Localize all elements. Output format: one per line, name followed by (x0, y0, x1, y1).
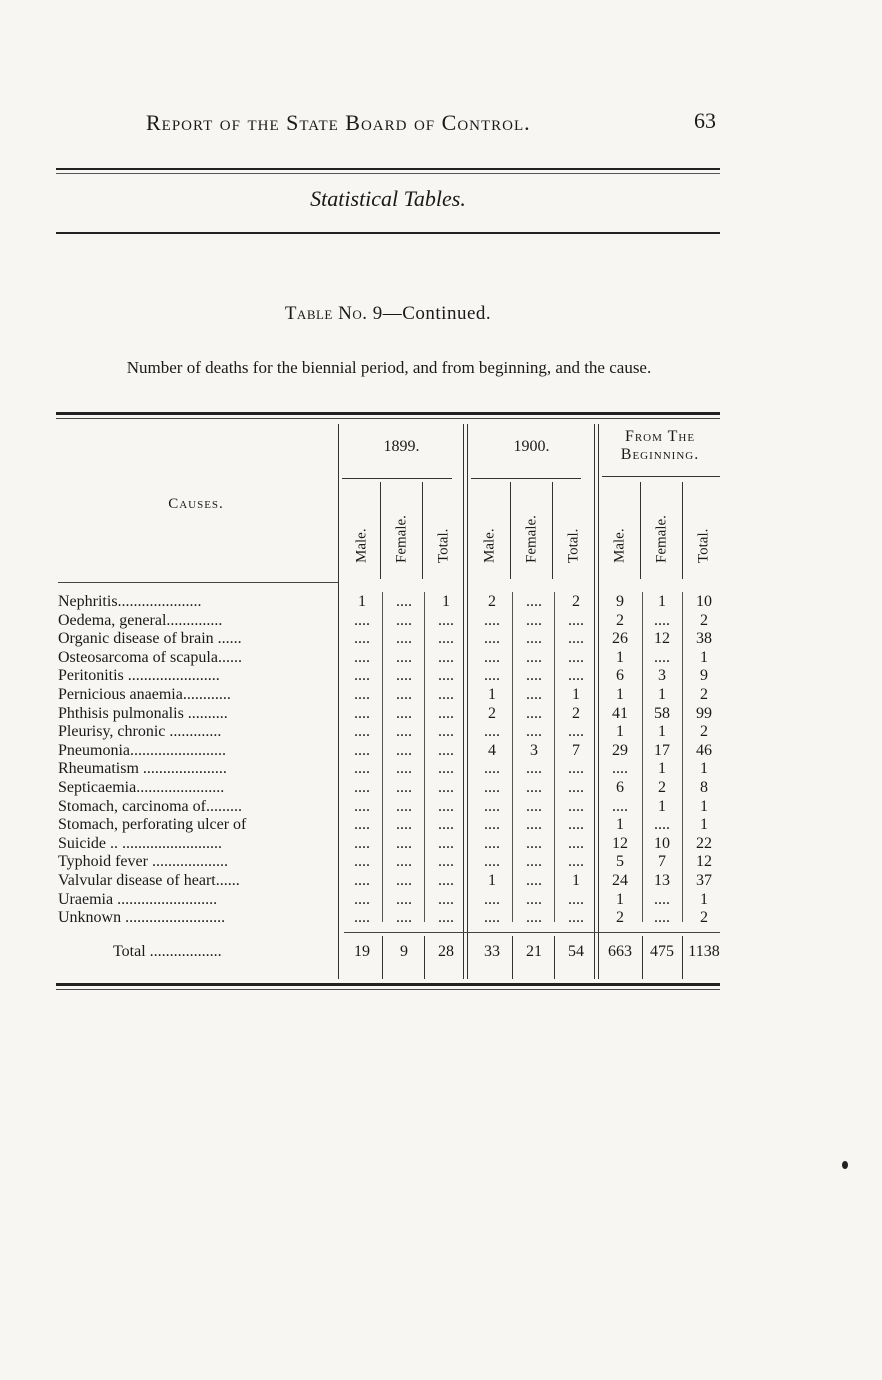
col-sep (510, 482, 511, 579)
group-rule (471, 478, 581, 479)
header-bottom-rule (58, 582, 338, 583)
col-1899-total: Total. (435, 528, 452, 563)
table-cell: .... (354, 741, 370, 759)
col-beginning-female: Female. (653, 515, 670, 563)
table-row (58, 872, 724, 890)
table-cell: 1 (442, 593, 450, 610)
table-cell: .... (438, 611, 454, 629)
table-row (58, 705, 724, 723)
table-cell: 2 (700, 686, 708, 703)
table-cell: .... (568, 648, 584, 666)
table-cell: .... (354, 760, 370, 778)
table-cell: 46 (696, 741, 712, 759)
table-cell: .... (568, 779, 584, 796)
table-cell: .... (354, 816, 370, 834)
table-cell: 37 (696, 872, 712, 889)
table-cell: 1 (572, 872, 580, 889)
table-cell: .... (526, 704, 542, 722)
table-caption: Number of deaths for the biennial period, and from beginning, and the cause. (126, 358, 652, 377)
table-cell: 22 (696, 834, 712, 852)
group-rule (602, 476, 720, 477)
table-cell: .... (438, 816, 454, 834)
table-top-rule (56, 412, 720, 415)
table-cell: .... (654, 909, 670, 927)
table-cell: 41 (612, 704, 628, 722)
table-cell: .... (396, 890, 412, 908)
table-cell: 1 (616, 816, 624, 834)
table-cell: 2 (572, 704, 580, 722)
table-cell: 1 (616, 648, 624, 666)
total-cell: 54 (568, 943, 584, 960)
running-title: Report of the State Board of Control. (146, 110, 531, 135)
col-1899-male: Male. (353, 528, 370, 563)
table-cell: .... (568, 630, 584, 648)
table-cell: .... (396, 630, 412, 648)
table-cell: 1 (700, 816, 708, 834)
table-cell: 1 (658, 723, 666, 741)
table-cell: .... (438, 648, 454, 666)
cause-label: Suicide .. ......................... (58, 834, 222, 852)
table-cell: .... (438, 704, 454, 722)
cause-label: Valvular disease of heart...... (58, 872, 240, 889)
cause-label: Uraemia ......................... (58, 890, 218, 908)
col-1900-total: Total. (565, 528, 582, 563)
table-cell: .... (396, 853, 412, 871)
table-cell: .... (526, 890, 542, 908)
table-cell: 3 (658, 667, 666, 685)
cause-label: Organic disease of brain ...... (58, 630, 242, 648)
table-cell: 26 (612, 630, 628, 648)
table-title (0, 303, 776, 325)
table-cell: .... (568, 723, 584, 741)
table-cell: .... (396, 834, 412, 852)
table-cell: .... (438, 890, 454, 908)
table-cell: .... (654, 611, 670, 629)
table-cell: 2 (658, 779, 666, 796)
table-cell: .... (354, 723, 370, 741)
table-cell: .... (354, 797, 370, 815)
table-cell: .... (568, 797, 584, 815)
group-header-1899: 1899. (383, 438, 420, 455)
table-cell: .... (396, 909, 412, 927)
table-cell: .... (568, 909, 584, 927)
table-cell: .... (438, 667, 454, 685)
table-cell: 8 (700, 779, 708, 796)
table-title-suffix: —Continued. (382, 303, 492, 324)
table-cell: 1 (700, 890, 708, 908)
table-cell: .... (526, 593, 542, 610)
table-cell: .... (438, 741, 454, 759)
section-title: Statistical Tables. (310, 186, 466, 211)
table-cell: 12 (612, 834, 628, 852)
table-cell: .... (438, 630, 454, 648)
table-cell: .... (484, 816, 500, 834)
table-cell: 7 (658, 853, 666, 871)
col-1900-female: Female. (523, 515, 540, 563)
cause-label: Unknown ......................... (58, 909, 226, 927)
table-cell: 12 (696, 853, 712, 871)
cause-label: Stomach, perforating ulcer of (58, 816, 247, 834)
table-cell: .... (526, 834, 542, 852)
table-cell: .... (354, 909, 370, 927)
table-cell: .... (526, 779, 542, 796)
table-cell: 1 (700, 797, 708, 815)
table-row (58, 742, 724, 760)
table-cell: .... (354, 779, 370, 796)
table-cell: 6 (616, 667, 624, 685)
total-cell: 475 (650, 943, 674, 960)
col-sep (552, 482, 553, 579)
table-row (58, 612, 724, 630)
table-cell: .... (438, 779, 454, 796)
cause-label: Peritonitis ....................... (58, 667, 220, 685)
table-cell: 9 (700, 667, 708, 685)
table-cell: .... (526, 648, 542, 666)
cause-label: Oedema, general.............. (58, 611, 223, 629)
table-cell: .... (484, 723, 500, 741)
table-cell: .... (484, 909, 500, 927)
table-row (58, 835, 724, 853)
col-1899-female: Female. (393, 515, 410, 563)
table-cell: .... (354, 648, 370, 666)
table-cell: .... (396, 760, 412, 778)
col-sep (422, 482, 423, 579)
table-cell: 1 (658, 760, 666, 778)
table-cell: .... (526, 686, 542, 703)
table-cell: .... (354, 704, 370, 722)
table-row (58, 630, 724, 648)
cause-label: Typhoid fever ................... (58, 853, 228, 871)
table-cell: .... (568, 834, 584, 852)
table-row (58, 816, 724, 834)
table-cell: .... (484, 611, 500, 629)
table-cell: .... (438, 723, 454, 741)
table-cell: 6 (616, 779, 624, 796)
table-row (58, 649, 724, 667)
table-cell: 58 (654, 704, 670, 722)
table-cell: .... (526, 611, 542, 629)
table-cell: .... (568, 853, 584, 871)
col-beginning-total: Total. (695, 528, 712, 563)
table-cell: .... (568, 890, 584, 908)
table-cell: .... (438, 797, 454, 815)
cause-label: Nephritis..................... (58, 593, 202, 610)
cause-label: Septicaemia...................... (58, 779, 225, 796)
col-sep (682, 482, 683, 579)
table-cell: .... (484, 760, 500, 778)
total-cell: 1138 (688, 943, 720, 960)
cause-label: Osteosarcoma of scapula...... (58, 648, 242, 666)
cause-label: Stomach, carcinoma of......... (58, 797, 242, 815)
table-row (58, 909, 724, 927)
col-1900-male: Male. (481, 528, 498, 563)
total-cell: 19 (354, 943, 370, 960)
table-cell: .... (438, 872, 454, 889)
table-cell: .... (396, 723, 412, 741)
table-cell: 1 (488, 872, 496, 889)
table-cell: .... (396, 797, 412, 815)
total-cell: 663 (608, 943, 632, 960)
table-cell: 3 (530, 741, 538, 759)
table-cell: .... (568, 611, 584, 629)
table-cell: 2 (616, 611, 624, 629)
table-cell: .... (438, 853, 454, 871)
table-cell: .... (438, 834, 454, 852)
table-cell: 2 (616, 909, 624, 927)
table-cell: .... (526, 872, 542, 889)
header-rule (56, 168, 720, 170)
table-row (58, 779, 724, 797)
table-cell: .... (526, 667, 542, 685)
table-cell: 10 (696, 593, 712, 610)
table-cell: .... (396, 872, 412, 889)
table-cell: 10 (654, 834, 670, 852)
cause-label: Pernicious anaemia............ (58, 686, 231, 703)
table-cell: .... (396, 667, 412, 685)
table-cell: .... (484, 630, 500, 648)
table-row (58, 760, 724, 778)
table-cell: 2 (700, 723, 708, 741)
cause-label: Pleurisy, chronic ............. (58, 723, 222, 741)
table-cell: .... (568, 816, 584, 834)
table-cell: .... (484, 667, 500, 685)
table-cell: 2 (572, 593, 580, 610)
causes-header: Causes. (168, 496, 224, 512)
table-cell: .... (484, 834, 500, 852)
table-cell: 2 (488, 593, 496, 610)
table-cell: 1 (616, 686, 624, 703)
group-header-1900: 1900. (513, 438, 550, 455)
table-cell: 4 (488, 741, 496, 759)
table-cell: .... (526, 723, 542, 741)
page-number: 63 (694, 108, 716, 133)
table-cell: 12 (654, 630, 670, 648)
table-cell: .... (354, 872, 370, 889)
table-cell: .... (396, 648, 412, 666)
table-cell: 38 (696, 630, 712, 648)
table-cell: 5 (616, 853, 624, 871)
table-cell: .... (612, 797, 628, 815)
table-cell: .... (396, 686, 412, 703)
table-cell: .... (396, 741, 412, 759)
table-title-number: 9 (372, 303, 383, 324)
table-cell: .... (526, 909, 542, 927)
group-header-from-beginning: From The Beginning. (620, 428, 700, 463)
table-cell: .... (438, 686, 454, 703)
table-row (58, 723, 724, 741)
table-cell: .... (526, 760, 542, 778)
table-cell: .... (654, 890, 670, 908)
table-cell: .... (354, 667, 370, 685)
table-cell: .... (484, 853, 500, 871)
table-row (58, 593, 724, 611)
table-row (58, 853, 724, 871)
col-sep (640, 482, 641, 579)
col-beginning-male: Male. (611, 528, 628, 563)
table-cell: 2 (488, 704, 496, 722)
table-cell: 9 (616, 593, 624, 610)
table-cell: 2 (700, 611, 708, 629)
table-cell: .... (612, 760, 628, 778)
ink-speck (842, 1161, 848, 1169)
table-cell: 1 (700, 760, 708, 778)
table-cell: .... (484, 890, 500, 908)
table-cell: .... (396, 779, 412, 796)
table-cell: 1 (616, 723, 624, 741)
table-cell: .... (354, 853, 370, 871)
table-cell: 1 (616, 890, 624, 908)
table-cell: .... (526, 630, 542, 648)
table-cell: .... (654, 648, 670, 666)
total-cell: 9 (400, 943, 408, 960)
table-cell: 2 (700, 909, 708, 927)
table-cell: .... (526, 797, 542, 815)
section-rule (56, 232, 720, 234)
table-cell: .... (568, 760, 584, 778)
table-cell: 24 (612, 872, 628, 889)
table-cell: .... (526, 853, 542, 871)
table-bottom-rule-thin (56, 989, 720, 990)
table-cell: .... (354, 611, 370, 629)
table-cell: .... (438, 760, 454, 778)
table-cell: .... (526, 816, 542, 834)
table-cell: .... (438, 909, 454, 927)
table-cell: 1 (658, 797, 666, 815)
cause-label: Phthisis pulmonalis .......... (58, 704, 228, 722)
table-bottom-rule (56, 983, 720, 986)
table-cell: .... (354, 630, 370, 648)
table-cell: .... (396, 593, 412, 610)
table-cell: .... (396, 704, 412, 722)
table-cell: .... (396, 611, 412, 629)
table-cell: .... (396, 816, 412, 834)
table-title-prefix: Table No. (284, 303, 368, 324)
table-cell: 1 (488, 686, 496, 703)
total-cell: 21 (526, 943, 542, 960)
table-top-rule-thin (56, 418, 720, 419)
table-cell: 1 (658, 686, 666, 703)
cause-label: Rheumatism ..................... (58, 760, 227, 778)
table-cell: .... (654, 816, 670, 834)
table-cell: 1 (358, 593, 366, 610)
table-row (58, 891, 724, 909)
group-rule (342, 478, 452, 479)
total-row (58, 943, 724, 961)
header-rule-thin (56, 173, 720, 174)
table-cell: .... (354, 686, 370, 703)
table-cell: .... (484, 797, 500, 815)
total-cell: 33 (484, 943, 500, 960)
table-row (58, 686, 724, 704)
total-label: Total .................. (113, 943, 222, 960)
cause-label: Pneumonia........................ (58, 741, 226, 759)
table-cell: 1 (700, 648, 708, 666)
table-cell: 1 (572, 686, 580, 703)
table-cell: 99 (696, 704, 712, 722)
table-row (58, 798, 724, 816)
table-cell: 1 (658, 593, 666, 610)
table-row (58, 667, 724, 685)
total-cell: 28 (438, 943, 454, 960)
table-cell: .... (354, 890, 370, 908)
table-cell: .... (484, 648, 500, 666)
table-cell: 7 (572, 741, 580, 759)
table-cell: .... (484, 779, 500, 796)
table-cell: 13 (654, 872, 670, 889)
table-cell: 29 (612, 741, 628, 759)
table-cell: .... (354, 834, 370, 852)
total-rule (344, 932, 720, 933)
table-cell: .... (568, 667, 584, 685)
table-cell: 17 (654, 741, 670, 759)
